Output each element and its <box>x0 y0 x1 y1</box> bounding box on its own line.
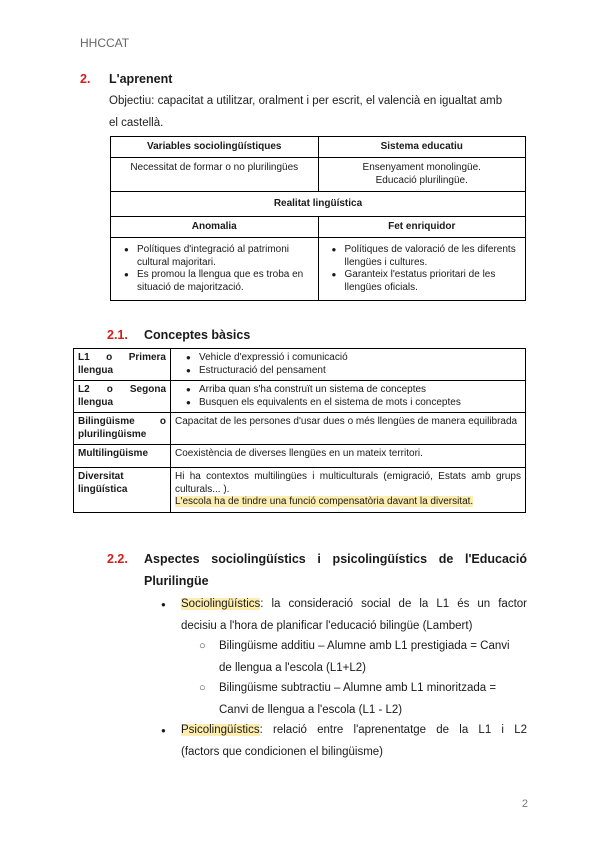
ensenyament-line: Ensenyament monolingüe. <box>362 162 481 173</box>
list-item: ● Polítiques d'integració al patrimoni cultural majoritari. <box>137 244 314 269</box>
list-item: ● Garanteix l'estatus prioritari de les llengües oficials. <box>345 269 522 294</box>
sociolinguistics-text-1: : la consideració social de la L1 és un factor <box>260 598 527 610</box>
objective-paragraph <box>109 90 529 134</box>
section-heading-2 <box>80 72 173 86</box>
desc-diversitat <box>171 468 526 513</box>
cell-necessitat: Necessitat de formar o no plurilingües <box>111 158 319 192</box>
list-item: ● Busquen els equivalents en el sistema de mots i conceptes <box>199 397 521 410</box>
col-header-enriquidor: Fet enriquidor <box>318 217 526 238</box>
psicolinguistics-item <box>181 719 527 763</box>
col-header-sistema: Sistema educatiu <box>318 137 526 158</box>
section-title: L'aprenent <box>109 72 173 86</box>
col-header-anomalia: Anomalia <box>111 217 319 238</box>
additiu-line-1: Bilingüisme additiu – Alumne amb L1 prestigiada = Canvi <box>219 640 510 652</box>
term-l1: L1 o Primera llengua <box>74 349 171 381</box>
bullet-dot: ● <box>161 726 166 735</box>
subtractiu-item <box>219 677 527 721</box>
realitat-linguistica-table <box>110 136 526 301</box>
page-header: HHCCAT <box>80 36 130 50</box>
page-number: 2 <box>521 798 528 810</box>
sociolinguistics-text-2: decisiu a l'hora de planificar l'educació bilingüe (Lambert) <box>181 620 473 632</box>
list-item: ● Polítiques de valoració de les diferents llengües i cultures. <box>345 244 522 269</box>
list-item: ● Arriba quan s'ha construït un sistema de conceptes <box>199 384 521 397</box>
section-heading-2-1 <box>107 328 251 342</box>
term-bilinguisme: Bilingüisme o plurilingüisme <box>74 413 171 445</box>
list-item: ● Vehicle d'expressió i comunicació <box>199 352 521 365</box>
highlighted-note: L'escola ha de tindre una funció compensatòria davant la diversitat. <box>175 496 474 507</box>
section-title: Conceptes bàsics <box>144 328 251 342</box>
section-number: 2. <box>80 72 91 86</box>
circle-bullet: ○ <box>199 640 206 652</box>
cell-enriquidor-list <box>318 238 526 301</box>
realitat-header: Realitat lingüística <box>111 192 526 217</box>
additiu-line-2: de llengua a l'escola (L1+L2) <box>219 662 367 674</box>
cell-anomalia-list <box>111 238 319 301</box>
section-title-line-1: Aspectes sociolingüístics i psicolingüístics de l'Educació <box>144 552 527 566</box>
diversitat-text: Hi ha contextos multilingües i multiculturals (emigració, Estats amb grups culturals... ). <box>175 471 521 495</box>
term-diversitat: Diversitat lingüística <box>74 468 171 513</box>
conceptes-basics-table <box>73 348 526 513</box>
desc-l2 <box>171 381 526 413</box>
subtractiu-line-2: Canvi de llengua a l'escola (L1 - L2) <box>219 704 403 716</box>
psicolinguistics-text-1: : relació entre l'aprenentatge de la L1 i L2 <box>259 724 527 736</box>
bullet-dot: ● <box>161 600 166 609</box>
desc-bilinguisme: Capacitat de les persones d'usar dues o més llengües de manera equilibrada <box>171 413 526 445</box>
educacio-line: Educació plurilingüe. <box>375 174 468 186</box>
subtractiu-line-1: Bilingüisme subtractiu – Alumne amb L1 minoritzada = <box>219 682 497 694</box>
term-l2: L2 o Segona llengua <box>74 381 171 413</box>
section-number: 2.2. <box>107 552 128 566</box>
objective-line-1: Objectiu: capacitat a utilitzar, oralment i per escrit, el valencià en igualtat amb <box>109 95 503 107</box>
section-number: 2.1. <box>107 328 128 342</box>
section-title-line-2: Plurilingüe <box>144 574 209 588</box>
circle-bullet: ○ <box>199 682 206 694</box>
additiu-item <box>219 635 527 679</box>
list-item: ● Es promou la llengua que es troba en situació de majorització. <box>137 269 314 294</box>
objective-line-2: el castellà. <box>109 117 164 129</box>
desc-multilinguisme: Coexistència de diverses llengües en un mateix territori. <box>171 445 526 468</box>
psicolinguistics-text-2: (factors que condicionen el bilingüisme) <box>181 746 383 758</box>
psicolinguistics-term: Psicolingüístics <box>181 724 260 736</box>
col-header-variables: Variables sociolingüístiques <box>111 137 319 158</box>
desc-l1 <box>171 349 526 381</box>
sociolinguistics-term: Sociolingüístics <box>181 598 261 610</box>
sociolinguistics-item <box>181 593 527 637</box>
term-multilinguisme: Multilingüisme <box>74 445 171 468</box>
cell-ensenyament <box>318 158 526 192</box>
list-item: ● Estructuració del pensament <box>199 365 521 378</box>
